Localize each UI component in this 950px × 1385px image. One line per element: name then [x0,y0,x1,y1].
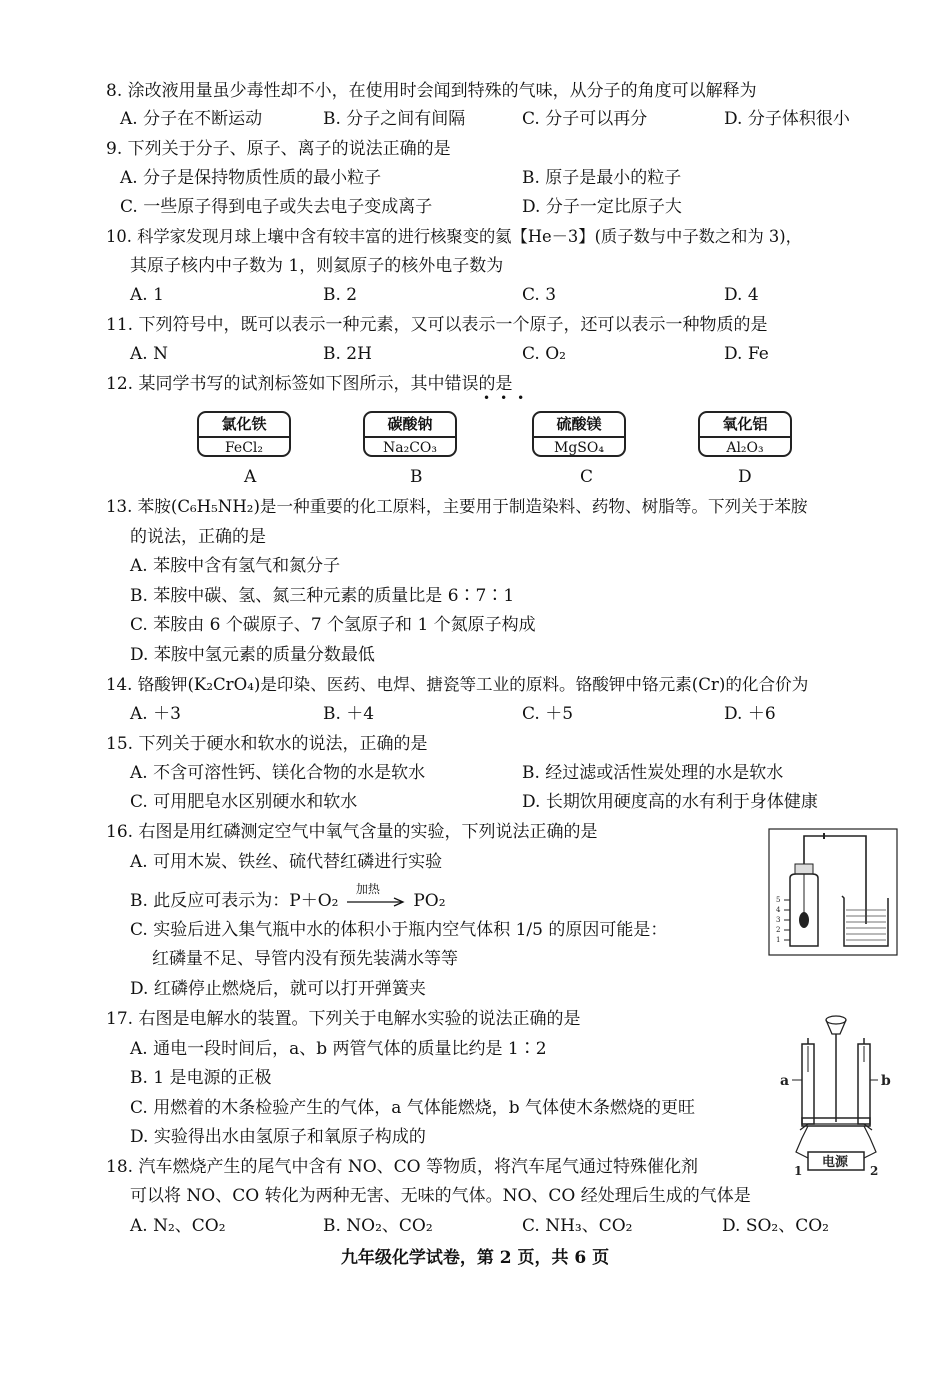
q9-option-b: B. 原子是最小的粒子 [522,168,682,188]
q17-option-d: D. 实验得出水由氢原子和氧原子构成的 [130,1127,426,1147]
q14-option-a: A. ＋3 [130,704,181,724]
electrolysis-apparatus-figure [778,1014,898,1178]
q11-option-a: A. N [130,344,168,364]
q18-option-d: D. SO₂、CO₂ [722,1216,829,1236]
q16-option-a: A. 可用木炭、铁丝、硫代替红磷进行实验 [130,852,443,872]
page-footer: 九年级化学试卷，第 2 页，共 6 页 [340,1248,610,1268]
q8-stem: 8. 涂改液用量虽少毒性却不小，在使用时会闻到特殊的气味，从分子的角度可以解释为 [106,81,757,101]
reagent-label-d [698,411,792,457]
q10-stem-line1: 10. 科学家发现月球上壤中含有较丰富的进行核聚变的氦【He－3】(质子数与中子数之和为 3)， [106,227,802,246]
q10-option-c: C. 3 [522,285,557,305]
q10-option-a: A. 1 [130,285,164,305]
q10-option-d: D. 4 [724,285,759,305]
q13-option-c: C. 苯胺由 6 个碳原子、7 个氢原子和 1 个氮原子构成 [130,615,536,635]
q15-option-c: C. 可用肥皂水区别硬水和软水 [130,792,358,812]
q15-stem: 15. 下列关于硬水和软水的说法，正确的是 [106,734,428,754]
q15-option-d: D. 长期饮用硬度高的水有利于身体健康 [522,792,818,812]
q17-stem: 17. 右图是电解水的装置。下列关于电解水实验的说法正确的是 [106,1009,581,1029]
q14-option-d: D. ＋6 [724,704,776,724]
q16-option-c-line2: 红磷量不足、导管内没有预先装满水等等 [152,949,458,969]
q14-option-b: B. ＋4 [323,704,375,724]
q16-option-b-text: B. 此反应可表示为：P＋O₂ [130,891,339,911]
q18-option-a: A. N₂、CO₂ [130,1216,226,1236]
phosphorus-apparatus-figure [768,828,898,956]
q16-option-c-line1: C. 实验后进入集气瓶中水的体积小于瓶内空气体积 1/5 的原因可能是： [130,920,668,940]
q14-option-c: C. ＋5 [522,704,574,724]
arrow-condition: 加热 [355,882,380,896]
q9-option-c: C. 一些原子得到电子或失去电子变成离子 [120,197,433,217]
scale-label: 1 [776,936,781,944]
q14-stem: 14. 铬酸钾(K₂CrO₄)是印染、医药、电焊、搪瓷等工业的原料。铬酸钾中铬元素(Cr)的化合价为 [106,675,809,694]
reagent-formula: MgSO₄ [554,440,604,456]
power-supply-label: 电源 [822,1155,849,1170]
q15-option-a: A. 不含可溶性钙、镁化合物的水是软水 [130,763,426,783]
reagent-name: 氯化铁 [199,413,289,438]
label-letter-a: A [244,467,257,487]
q13-stem-line1: 13. 苯胺(C₆H₅NH₂)是一种重要的化工原料，主要用于制造染料、药物、树脂等。下列关于苯胺 [106,497,808,516]
reagent-formula: Na₂CO₃ [382,440,437,456]
reagent-label-c [532,411,626,457]
terminal-label-1: 1 [794,1164,803,1178]
q8-option-b: B. 分子之间有间隔 [323,109,466,129]
tube-label-a: a [780,1073,790,1089]
q17-option-b: B. 1 是电源的正极 [130,1068,272,1088]
q13-option-d: D. 苯胺中氢元素的质量分数最低 [130,645,375,665]
scale-label: 3 [776,916,781,924]
reagent-formula: FeCl₂ [224,440,264,456]
q13-stem-line2: 的说法，正确的是 [130,527,266,547]
reagent-name: 硫酸镁 [534,413,624,438]
q17-option-c: C. 用燃着的木条检验产生的气体，a 气体能燃烧，b 气体使木条燃烧的更旺 [130,1098,696,1118]
scale-label: 4 [776,906,781,914]
q18-stem-line2: 可以将 NO、CO 转化为两种无害、无味的气体。NO、CO 经处理后生成的气体是 [130,1186,751,1206]
scale-label: 2 [776,926,781,934]
q16-option-d: D. 红磷停止燃烧后，就可以打开弹簧夹 [130,979,426,999]
emphasis-dots: ••• [483,391,535,405]
q8-option-d: D. 分子体积很小 [724,109,850,129]
q9-option-d: D. 分子一定比原子大 [522,197,682,217]
q8-option-c: C. 分子可以再分 [522,109,648,129]
q8-option-a: A. 分子在不断运动 [120,109,263,129]
terminal-label-2: 2 [870,1164,879,1178]
label-letter-d: D [738,467,752,487]
q10-option-b: B. 2 [323,285,358,305]
q18-option-c: C. NH₃、CO₂ [522,1216,633,1236]
q9-stem: 9. 下列关于分子、原子、离子的说法正确的是 [106,139,451,159]
label-letter-c: C [580,467,594,487]
label-letter-b: B [410,467,423,487]
q11-option-b: B. 2H [323,344,372,364]
reagent-label-a [197,411,291,457]
q18-stem-line1: 18. 汽车燃烧产生的尾气中含有 NO、CO 等物质，将汽车尾气通过特殊催化剂 [106,1157,699,1177]
q16-option-b [130,882,446,912]
q17-option-a: A. 通电一段时间后，a、b 两管气体的质量比约是 1∶2 [130,1039,547,1059]
reagent-formula: Al₂O₃ [726,440,764,456]
q9-option-a: A. 分子是保持物质性质的最小粒子 [120,168,382,188]
q18-option-b: B. NO₂、CO₂ [323,1216,433,1236]
reagent-name: 氧化铝 [700,413,790,438]
tube-label-b: b [881,1073,891,1089]
q13-option-a: A. 苯胺中含有氢气和氮分子 [130,556,341,576]
reagent-label-b [363,411,457,457]
q11-option-c: C. O₂ [522,344,566,364]
q16-stem: 16. 右图是用红磷测定空气中氧气含量的实验，下列说法正确的是 [106,822,598,842]
reaction-arrow [344,882,408,912]
reagent-name: 碳酸钠 [365,413,455,438]
q10-stem-line2: 其原子核内中子数为 1，则氦原子的核外电子数为 [130,256,504,276]
q15-option-b: B. 经过滤或活性炭处理的水是软水 [522,763,784,783]
arrow-icon [344,890,408,912]
q11-option-d: D. Fe [724,344,769,364]
q12-stem: 12. 某同学书写的试剂标签如下图所示，其中错误的是 [106,374,513,394]
q11-stem: 11. 下列符号中，既可以表示一种元素，又可以表示一个原子，还可以表示一种物质的是 [106,315,768,335]
q13-option-b: B. 苯胺中碳、氢、氮三种元素的质量比是 6∶7∶1 [130,586,515,606]
scale-label: 5 [776,896,781,904]
q16-option-b-product: PO₂ [413,891,446,911]
